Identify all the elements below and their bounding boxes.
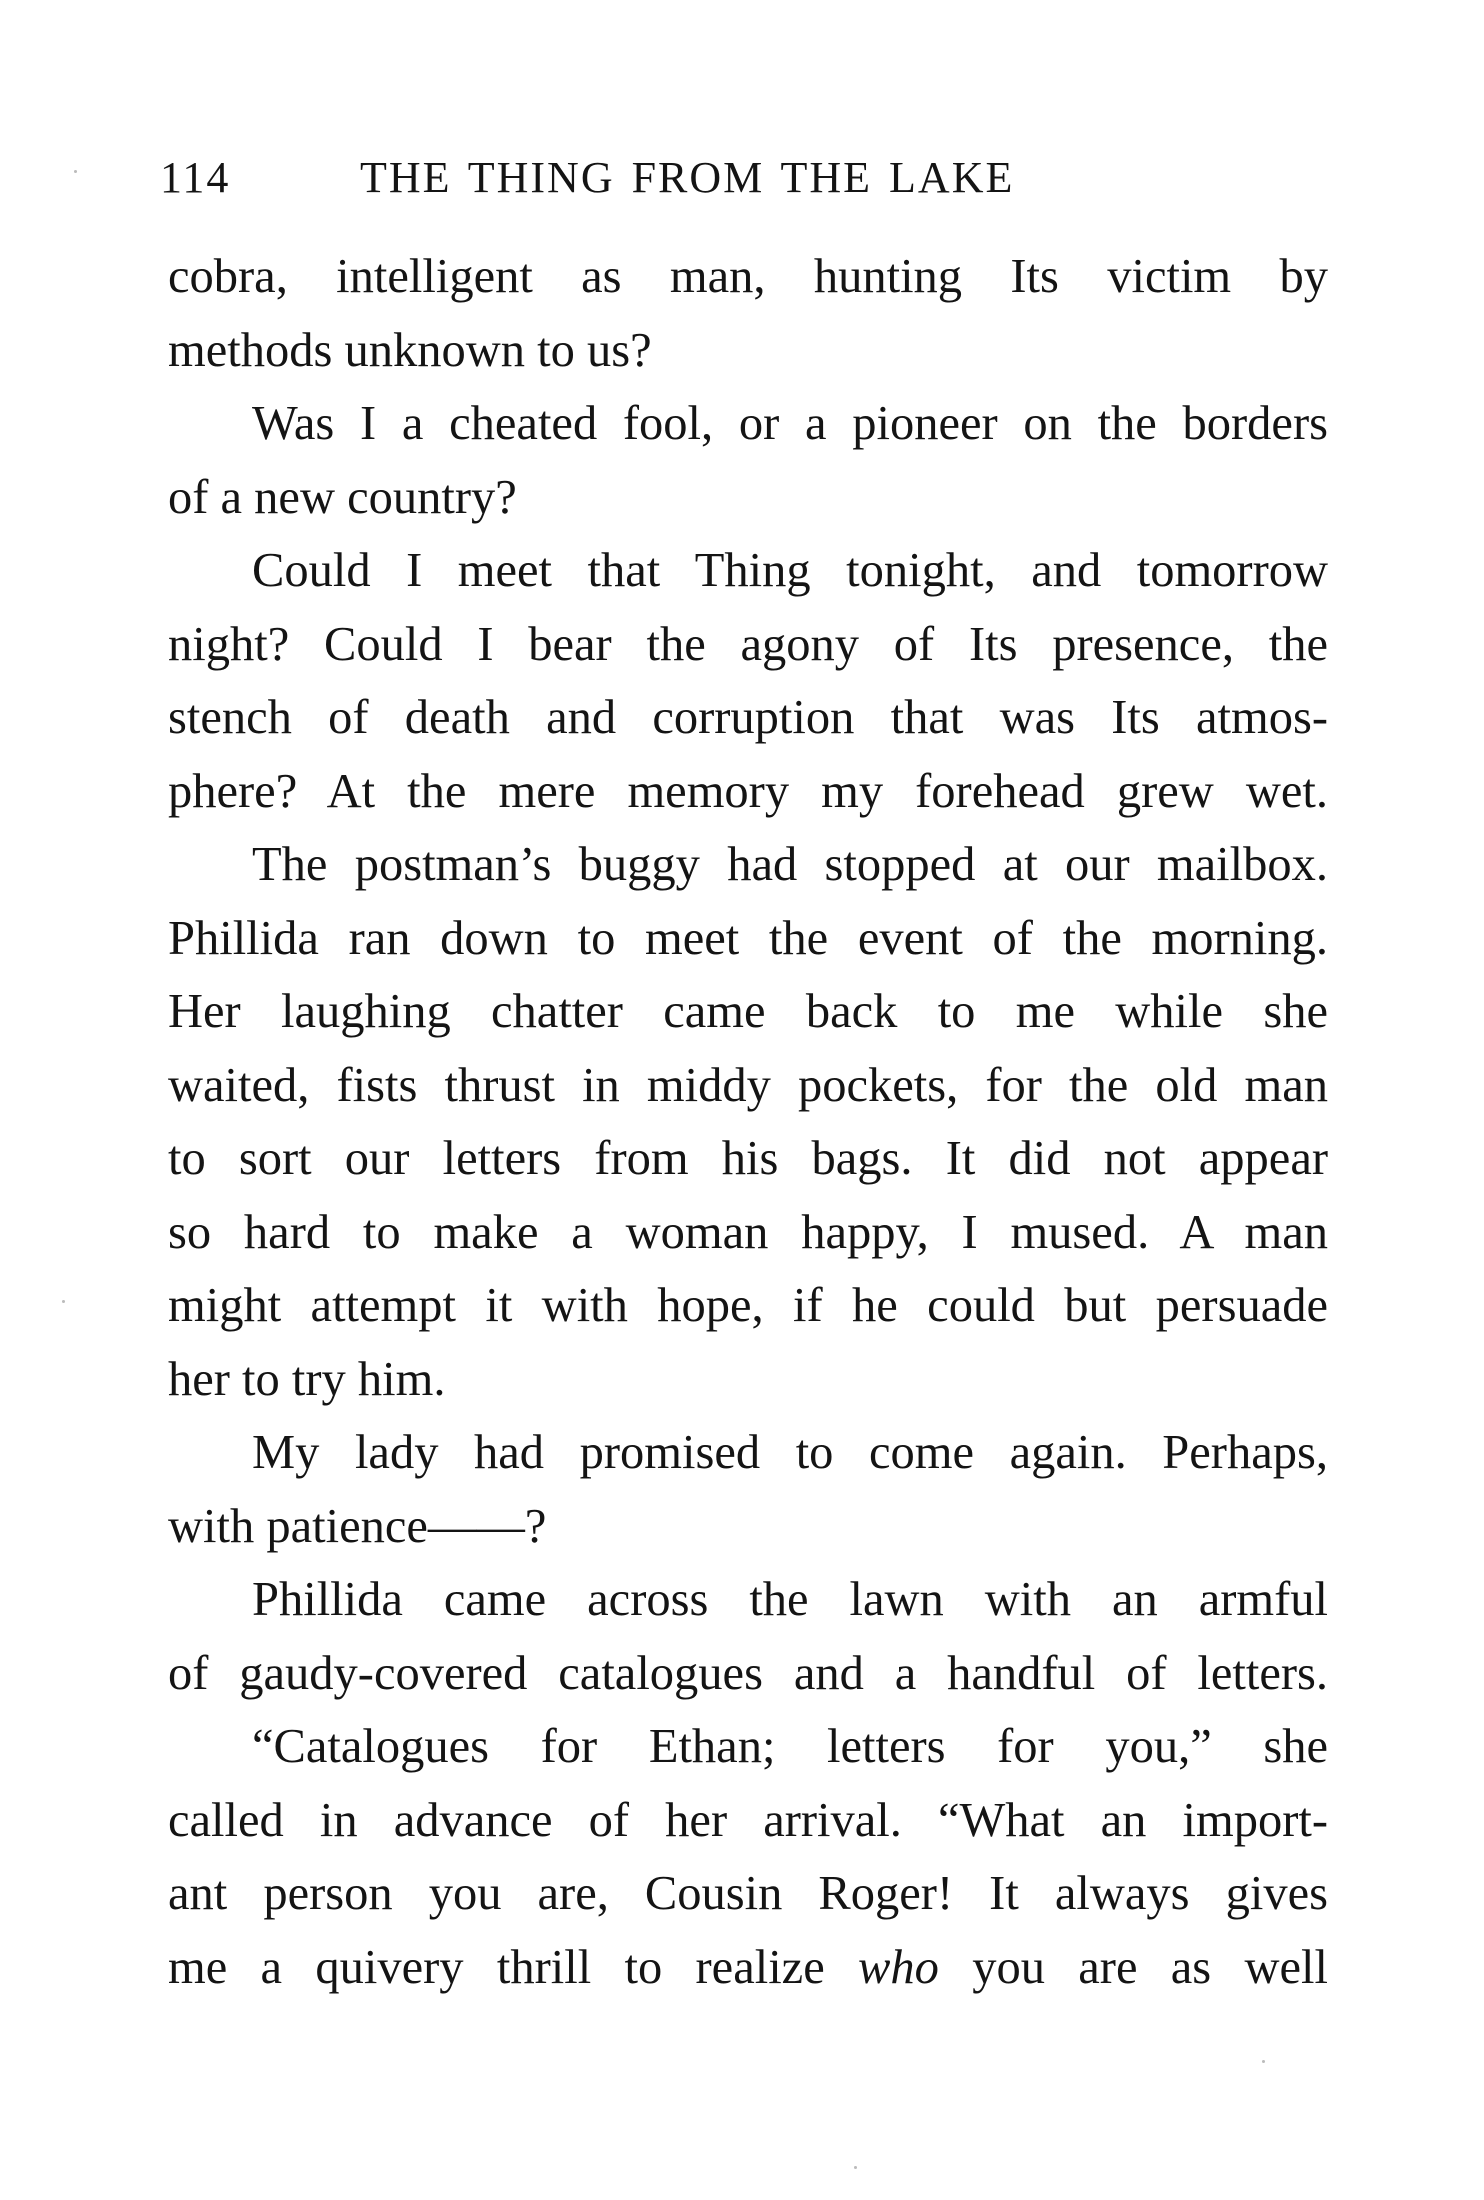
running-title: THE THING FROM THE LAKE — [360, 153, 1015, 202]
text-line: methods unknown to us? — [168, 323, 652, 377]
text-line: Her laughing chatter came back to me while she — [168, 985, 1328, 1038]
text-line: her to try him. — [168, 1352, 446, 1406]
final-text-line — [168, 1931, 1328, 2005]
text-line: might attempt it with hope, if he could but persuade — [168, 1279, 1328, 1332]
text-line: Could I meet that Thing tonight, and tomorrow — [252, 544, 1328, 597]
text-line: called in advance of her arrival. “What an import- — [168, 1793, 1328, 1847]
text-line: of a new country? — [168, 470, 517, 524]
text-line: waited, fists thrust in middy pockets, for the old man — [168, 1058, 1328, 1112]
text-line: so hard to make a woman happy, I mused. A man — [168, 1205, 1328, 1259]
page-number: 114 — [160, 153, 231, 202]
text-line: stench of death and corruption that was Its atmos- — [168, 691, 1328, 744]
text-line: with patience——? — [168, 1499, 547, 1553]
text-line: cobra, intelligent as man, hunting Its victim by — [168, 250, 1328, 303]
text-line: Phillida ran down to meet the event of the morning. — [168, 911, 1328, 965]
text-line: My lady had promised to come again. Perhaps, — [252, 1426, 1328, 1479]
text-line: Phillida came across the lawn with an armful — [252, 1573, 1328, 1626]
text-line: The postman’s buggy had stopped at our mailbox. — [252, 838, 1328, 891]
running-head — [160, 148, 1340, 208]
paper-speck — [1262, 2060, 1265, 2063]
text-line: Was I a cheated fool, or a pioneer on the borders — [252, 397, 1328, 450]
text-line: ant person you are, Cousin Roger! It always gives — [168, 1867, 1328, 1920]
final-line-start: me a quivery thrill to realize — [168, 1940, 825, 1994]
paper-speck — [62, 1300, 65, 1303]
paper-speck — [854, 2166, 857, 2169]
text-line: phere? At the mere memory my forehead grew wet. — [168, 764, 1328, 818]
body-text — [168, 240, 1328, 2004]
text-line: to sort our letters from his bags. It did not appear — [168, 1132, 1328, 1185]
text-line: of gaudy-covered catalogues and a handful of letters. — [168, 1646, 1328, 1700]
text-line: “Catalogues for Ethan; letters for you,” she — [252, 1720, 1328, 1773]
paper-speck — [74, 170, 77, 173]
italic-word: who — [858, 1940, 939, 1994]
final-line-end: you are as well — [972, 1940, 1328, 1994]
text-line: night? Could I bear the agony of Its presence, the — [168, 617, 1328, 671]
